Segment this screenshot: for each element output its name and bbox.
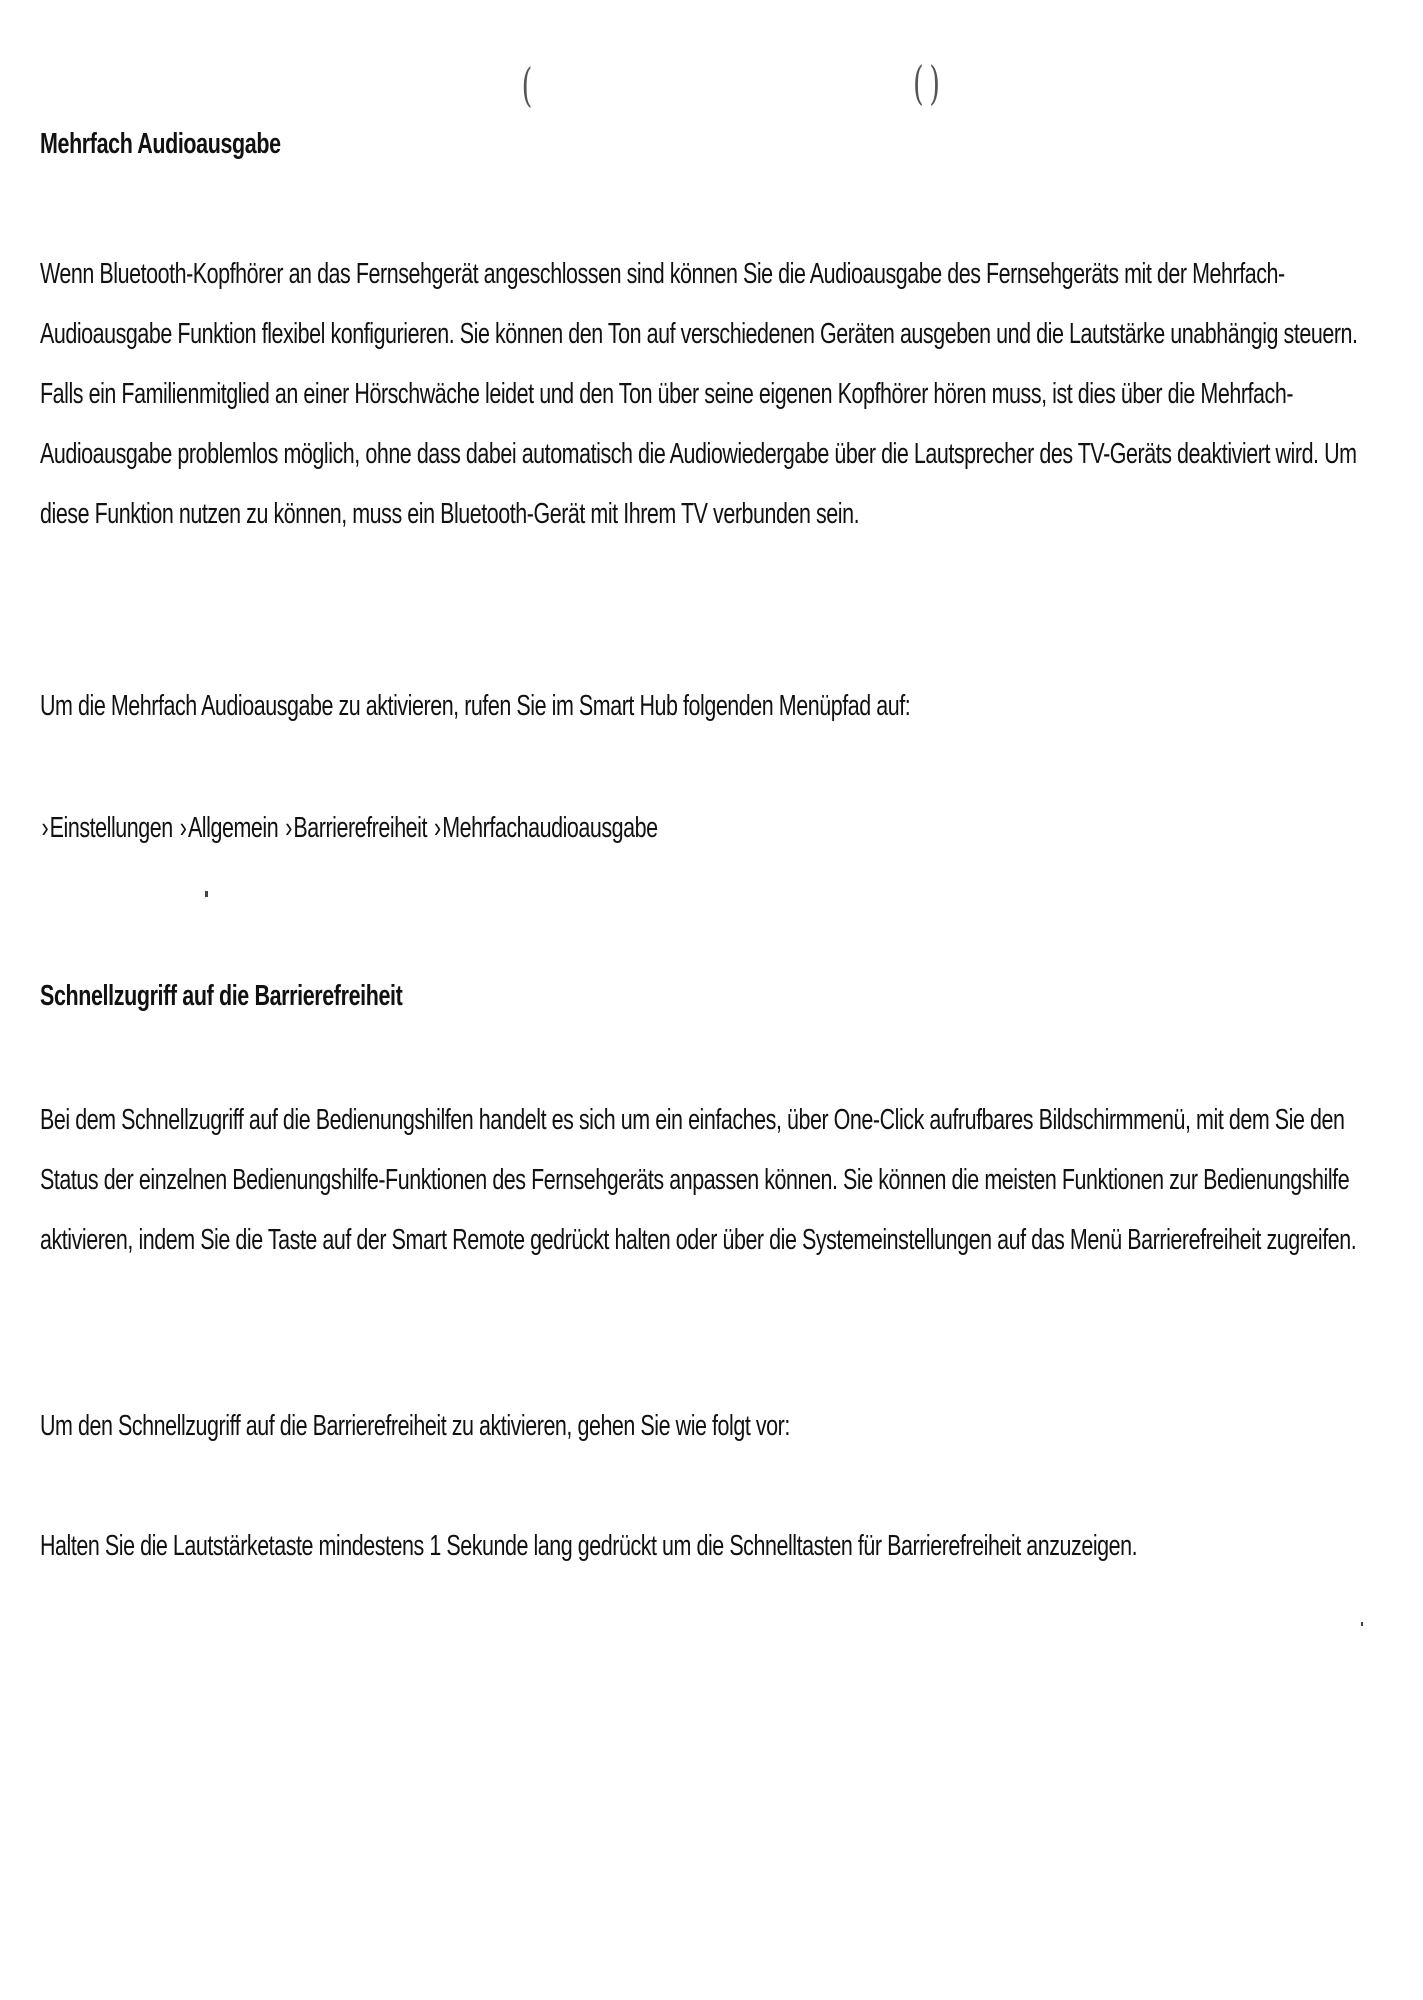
- scan-speck: [205, 891, 208, 897]
- paragraph-line: Bei dem Schnellzugriff auf die Bedienungshilfen handelt es sich um ein einfaches, über One-Click aufrufbares Bildschirmmenü, mit dem Sie den: [40, 1104, 1345, 1136]
- chevron-right-icon: ›: [285, 812, 292, 844]
- paragraph-line: aktivieren, indem Sie die Taste auf der Smart Remote gedrückt halten oder über die Systemeinstellungen auf das Menü Barrierefreiheit zugreifen.: [40, 1224, 1357, 1256]
- menu-path-item: Einstellungen: [49, 812, 173, 844]
- scan-artifact-right: ( ): [913, 56, 941, 110]
- menu-path-item: Allgemein: [187, 812, 279, 844]
- chevron-right-icon: ›: [41, 812, 49, 844]
- paragraph-line: diese Funktion nutzen zu können, muss ein Bluetooth-Gerät mit Ihrem TV verbunden sein.: [40, 498, 860, 530]
- paragraph-line: Audioausgabe Funktion flexibel konfigurieren. Sie können den Ton auf verschiedenen Geräten ausgeben und die Lautstärke unabhängig steuern.: [40, 318, 1358, 350]
- menu-path-item: Barrierefreiheit: [293, 812, 428, 844]
- paragraph-line: Falls ein Familienmitglied an einer Hörschwäche leidet und den Ton über seine eigenen Kopfhörer hören muss, ist dies über die Mehrfach-: [40, 378, 1294, 410]
- instruction-multi-audio: Um die Mehrfach Audioausgabe zu aktivieren, rufen Sie im Smart Hub folgenden Menüpfad auf:: [40, 690, 911, 722]
- paragraph-line: Wenn Bluetooth-Kopfhörer an das Fernsehgerät angeschlossen sind können Sie die Audioausgabe des Fernsehgeräts mit der Mehrfach-: [40, 258, 1285, 290]
- chevron-right-icon: ›: [179, 812, 187, 844]
- instruction-quick-access: Um den Schnellzugriff auf die Barrierefreiheit zu aktivieren, gehen Sie wie folgt vor:: [40, 1410, 790, 1442]
- paragraph-line: Status der einzelnen Bedienungshilfe-Funktionen des Fernsehgeräts anpassen können. Sie können die meisten Funktionen zur Bedienungshilfe: [40, 1164, 1350, 1196]
- step-quick-access: Halten Sie die Lautstärketaste mindestens 1 Sekunde lang gedrückt um die Schnelltasten für Barrierefreiheit anzuzeigen.: [40, 1530, 1138, 1562]
- menu-path: [40, 812, 658, 845]
- scan-artifact-left: (: [521, 58, 533, 112]
- chevron-right-icon: ›: [434, 812, 441, 844]
- section-heading-quick-access: Schnellzugriff auf die Barrierefreiheit: [40, 980, 403, 1012]
- scan-speck: [1361, 1622, 1363, 1626]
- section-heading-multi-audio: Mehrfach Audioausgabe: [40, 128, 281, 160]
- section-paragraph-multi-audio: [40, 244, 1358, 544]
- menu-path-item: Mehrfachaudioausgabe: [442, 812, 658, 844]
- section-paragraph-quick-access: [40, 1090, 1356, 1270]
- paragraph-line: Audioausgabe problemlos möglich, ohne dass dabei automatisch die Audiowiedergabe über die Lautsprecher des TV-Geräts deaktiviert wird. Um: [40, 438, 1357, 470]
